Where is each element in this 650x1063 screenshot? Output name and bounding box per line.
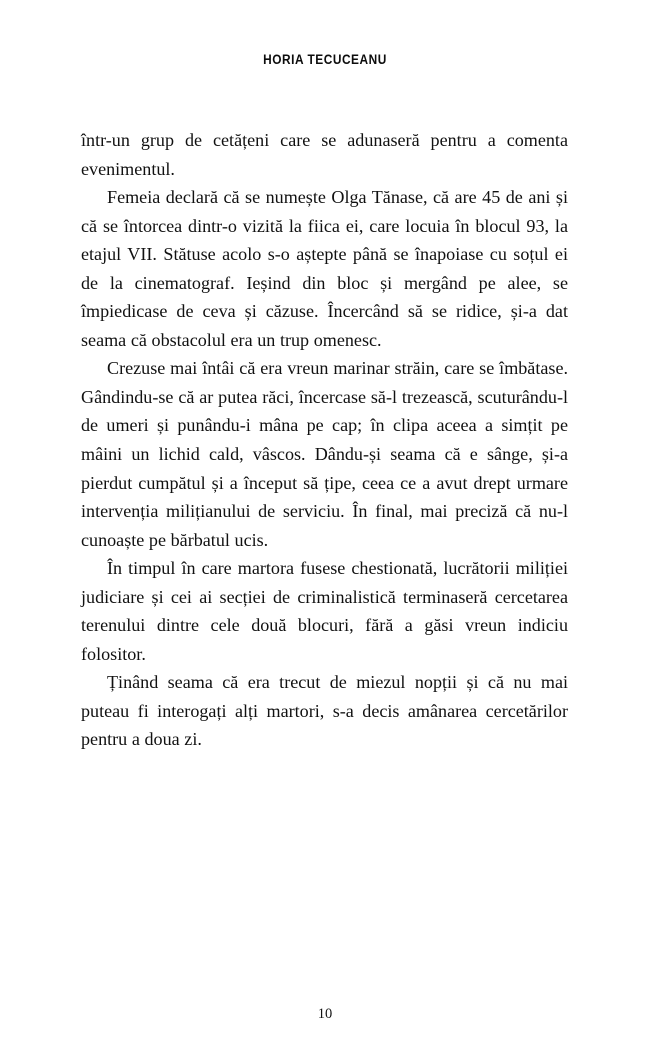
paragraph: Ținând seama că era trecut de miezul nopții și că nu mai puteau fi interogați alți martori, s-a decis amânarea cercetărilor pentru a doua zi. bbox=[81, 672, 568, 750]
paragraph: În timpul în care martora fusese chestionată, lucrătorii miliției judiciare și cei ai secției de criminalistică terminaseră cercetarea terenului dintre cele două blocuri, fără a găsi vreun indiciu folositor. bbox=[81, 558, 568, 664]
body-text-block bbox=[81, 126, 568, 754]
page-number: 10 bbox=[317, 1006, 333, 1022]
paragraph: într-un grup de cetățeni care se adunaseră pentru a comenta evenimentul. bbox=[81, 130, 568, 179]
paragraph: Femeia declară că se numește Olga Tănase, că are 45 de ani și că se întorcea dintr-o vizită la fiica ei, care locuia în blocul 93, la etajul VII. Stătuse acolo s-o aștepte până se înapoiase cu soțul ei de la cinematograf. Ieșind din bloc și mergând pe alee, se împiedicase de ceva și căzuse. Încercând să se ridice, și-a dat seama că obstacolul era un trup omenesc. bbox=[81, 187, 568, 350]
running-head: HORIA TECUCEANU bbox=[263, 52, 387, 67]
paragraph: Crezuse mai întâi că era vreun marinar străin, care se îmbătase. Gândindu-se că ar putea răci, încercase să-l trezească, scuturându-l de umeri și punându-i mâna pe cap; în clipa aceea a simțit pe mâini un lichid cald, vâscos. Dându-și seama că e sânge, și-a pierdut cumpătul și a început să țipe, ceea ce a avut drept urmare intervenția milițianului de serviciu. În final, mai preciză că nu-l cunoaște pe bărbatul ucis. bbox=[81, 358, 568, 550]
